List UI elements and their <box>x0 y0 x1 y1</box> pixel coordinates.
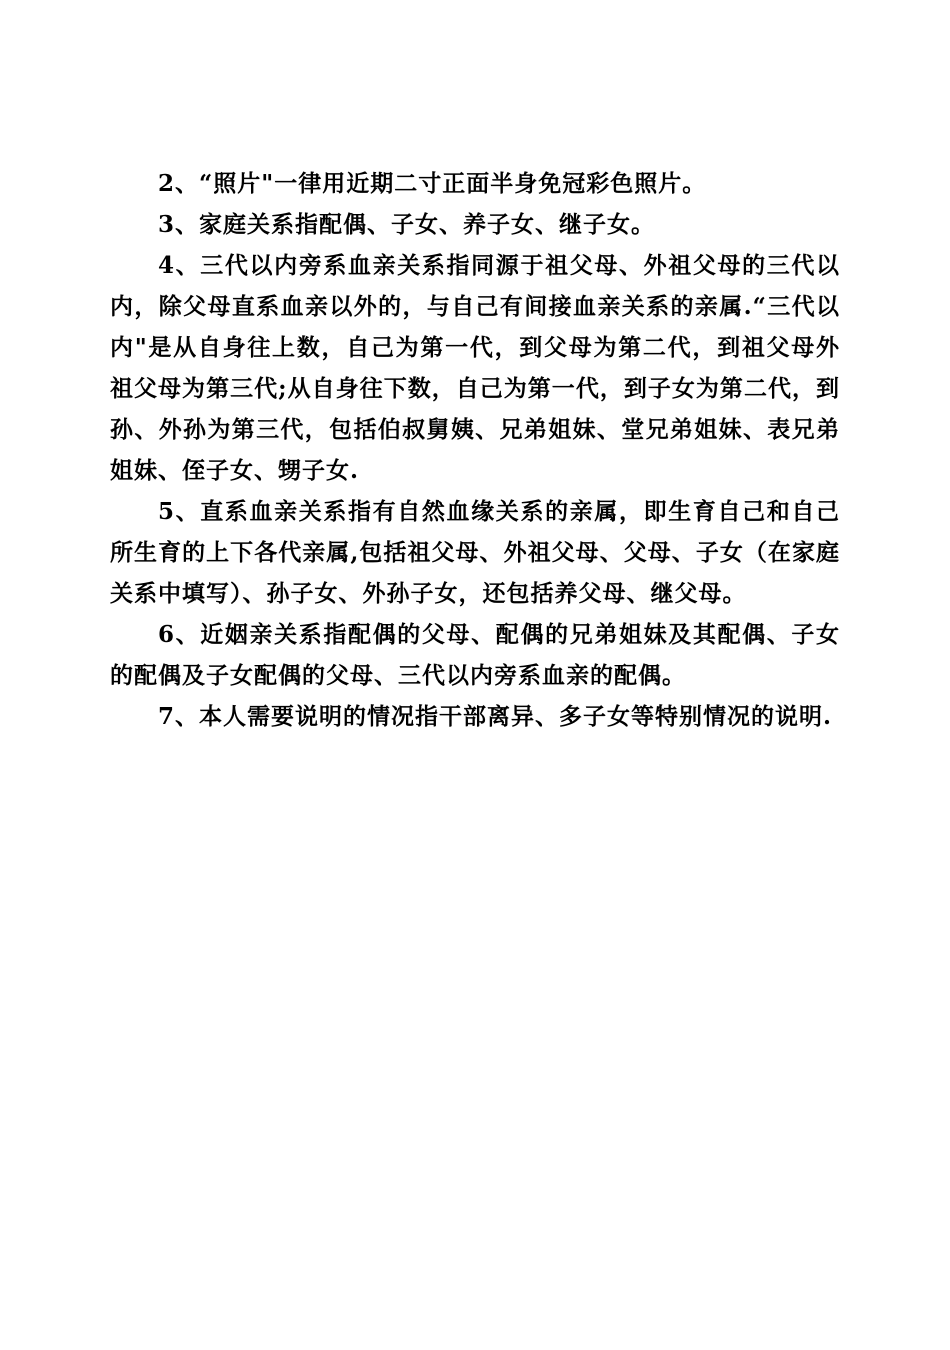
note-paragraph-7: 7、本人需要说明的情况指干部离异、多子女等特别情况的说明. <box>158 703 833 730</box>
note-paragraph-3: 3、家庭关系指配偶、子女、养子女、继子女。 <box>158 211 656 238</box>
notes-body <box>110 163 840 737</box>
note-paragraph-5: 5、直系血亲关系指有自然血缘关系的亲属，即生育自己和自己所生育的上下各代亲属,包括祖父母、外祖父母、父母、子女（在家庭关系中填写）、孙子女、外孙子女，还包括养父母、继父母。 <box>110 498 840 607</box>
note-paragraph-2: 2、“照片"一律用近期二寸正面半身免冠彩色照片。 <box>158 170 707 197</box>
note-paragraph-6: 6、近姻亲关系指配偶的父母、配偶的兄弟姐妹及其配偶、子女的配偶及子女配偶的父母、三代以内旁系血亲的配偶。 <box>110 621 840 689</box>
note-paragraph-4: 4、三代以内旁系血亲关系指同源于祖父母、外祖父母的三代以内，除父母直系血亲以外的，与自己有间接血亲关系的亲属.“三代以内"是从自身往上数，自己为第一代，到父母为第二代，到祖父母外祖父母为第三代;从自身往下数，自己为第一代，到子女为第二代，到孙、外孙为第三代，包括伯叔舅姨、兄弟姐妹、堂兄弟姐妹、表兄弟姐妹、侄子女、甥子女. <box>110 252 840 484</box>
